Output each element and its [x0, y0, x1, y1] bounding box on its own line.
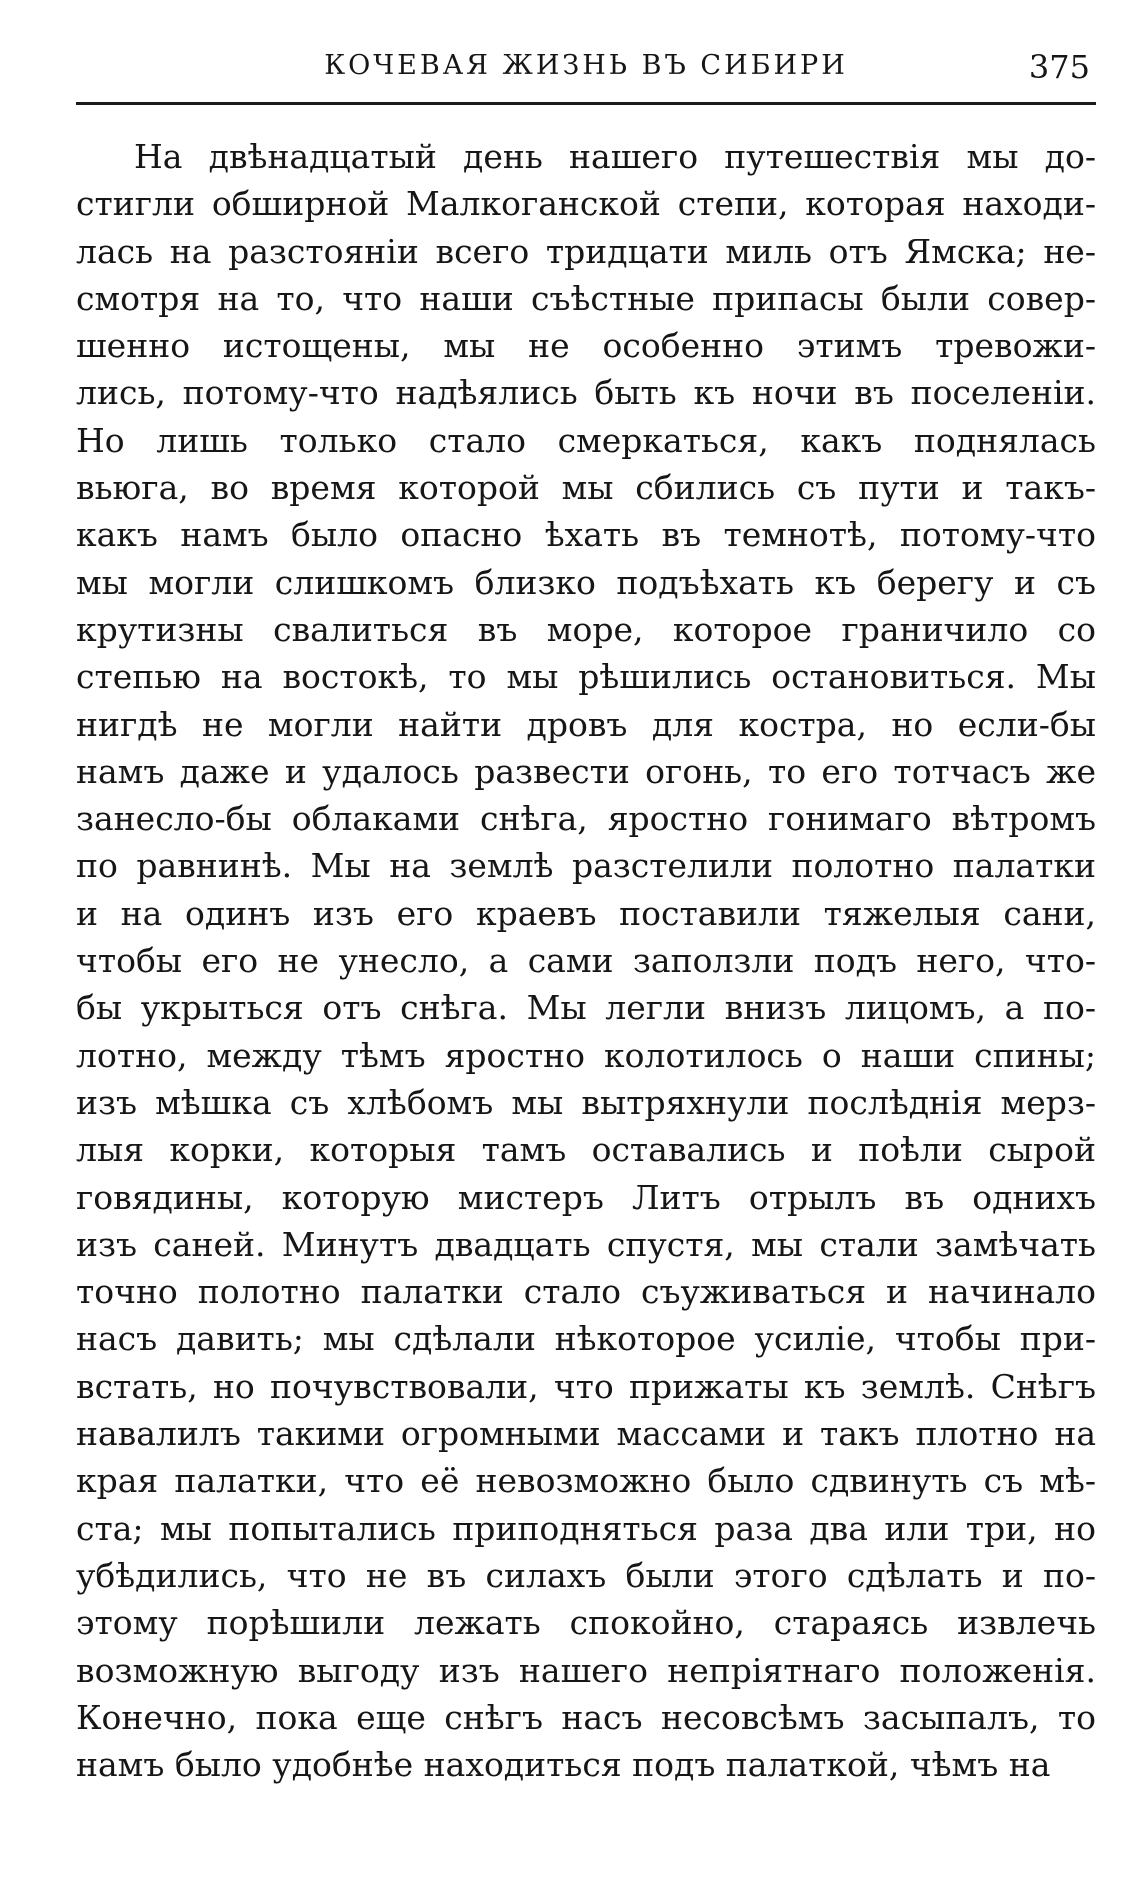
text-line: по равнинѣ. Мы на землѣ разстелили полотно палатки [76, 846, 1096, 886]
running-title: КОЧЕВАЯ ЖИЗНЬ ВЪ СИБИРИ [324, 50, 848, 81]
text-line: шенно истощены, мы не особенно этимъ тревожи- [76, 326, 1096, 366]
text-line: степью на востокѣ, то мы рѣшились остановиться. Мы [76, 657, 1096, 697]
text-line: смотря на то, что наши съѣстные припасы были совер- [76, 278, 1096, 318]
text-line: встать, но почувствовали, что прижаты къ землѣ. Снѣгъ [76, 1366, 1096, 1406]
text-line: бы укрыться отъ снѣга. Мы легли внизъ лицомъ, а по- [76, 988, 1096, 1028]
text-line: изъ мѣшка съ хлѣбомъ мы вытряхнули послѣднія мерз- [76, 1082, 1096, 1122]
text-line: крутизны свалиться въ море, которое граничило со [76, 609, 1096, 649]
text-line: Но лишь только стало смеркаться, какъ поднялась [76, 420, 1096, 460]
body-text [76, 133, 1096, 1788]
text-line: нигдѣ не могли найти дровъ для костра, но если-бы [76, 704, 1096, 744]
text-line: какъ намъ было опасно ѣхать въ темнотѣ, потому-что [76, 515, 1096, 555]
text-line: и на одинъ изъ его краевъ поставили тяжелыя сани, [76, 893, 1096, 933]
text-line: чтобы его не унесло, а сами заползли подъ него, что- [76, 941, 1096, 981]
text-line: возможную выгоду изъ нашего непріятнаго положенія. [76, 1650, 1096, 1690]
text-line: лась на разстояніи всего тридцати миль отъ Ямска; не- [76, 231, 1096, 271]
text-line: края палатки, что её невозможно было сдвинуть съ мѣ- [76, 1461, 1096, 1501]
text-line: стигли обширной Малкоганской степи, которая находи- [76, 184, 1096, 224]
text-line: лыя корки, которыя тамъ оставались и поѣли сырой [76, 1130, 1096, 1170]
text-line: говядины, которую мистеръ Литъ отрылъ въ однихъ [76, 1177, 1096, 1217]
text-line: лотно, между тѣмъ яростно колотилось о наши спины; [76, 1035, 1096, 1075]
text-line: убѣдились, что не въ силахъ были этого сдѣлать и по- [76, 1555, 1096, 1595]
running-head [76, 40, 1096, 105]
text-line: намъ даже и удалось развести огонь, то его тотчасъ же [76, 751, 1096, 791]
page-number: 375 [1028, 48, 1090, 86]
book-page [76, 40, 1096, 1788]
text-line: мы могли слишкомъ близко подъѣхать къ берегу и съ [76, 562, 1096, 602]
text-line: На двѣнадцатый день нашего путешествія мы до- [134, 137, 1096, 176]
text-line: ста; мы попытались приподняться раза два или три, но [76, 1508, 1096, 1548]
text-line: занесло-бы облаками снѣга, яростно гонимаго вѣтромъ [76, 799, 1096, 839]
text-line: намъ было удобнѣе находиться подъ палаткой, чѣмъ на [76, 1745, 1051, 1785]
text-line: насъ давить; мы сдѣлали нѣкоторое усиліе, чтобы при- [76, 1319, 1096, 1359]
text-line: Конечно, пока еще снѣгъ насъ несовсѣмъ засыпалъ, то [76, 1697, 1096, 1737]
text-line: лись, потому-что надѣялись быть къ ночи въ поселеніи. [76, 373, 1096, 413]
text-line: точно полотно палатки стало съуживаться и начинало [76, 1272, 1096, 1312]
text-line: навалилъ такими огромными массами и такъ плотно на [76, 1414, 1096, 1454]
text-line: изъ саней. Минутъ двадцать спустя, мы стали замѣчать [76, 1224, 1096, 1264]
text-line: вьюга, во время которой мы сбились съ пути и такъ- [76, 468, 1096, 508]
text-line: этому порѣшили лежать спокойно, стараясь извлечь [76, 1603, 1096, 1643]
